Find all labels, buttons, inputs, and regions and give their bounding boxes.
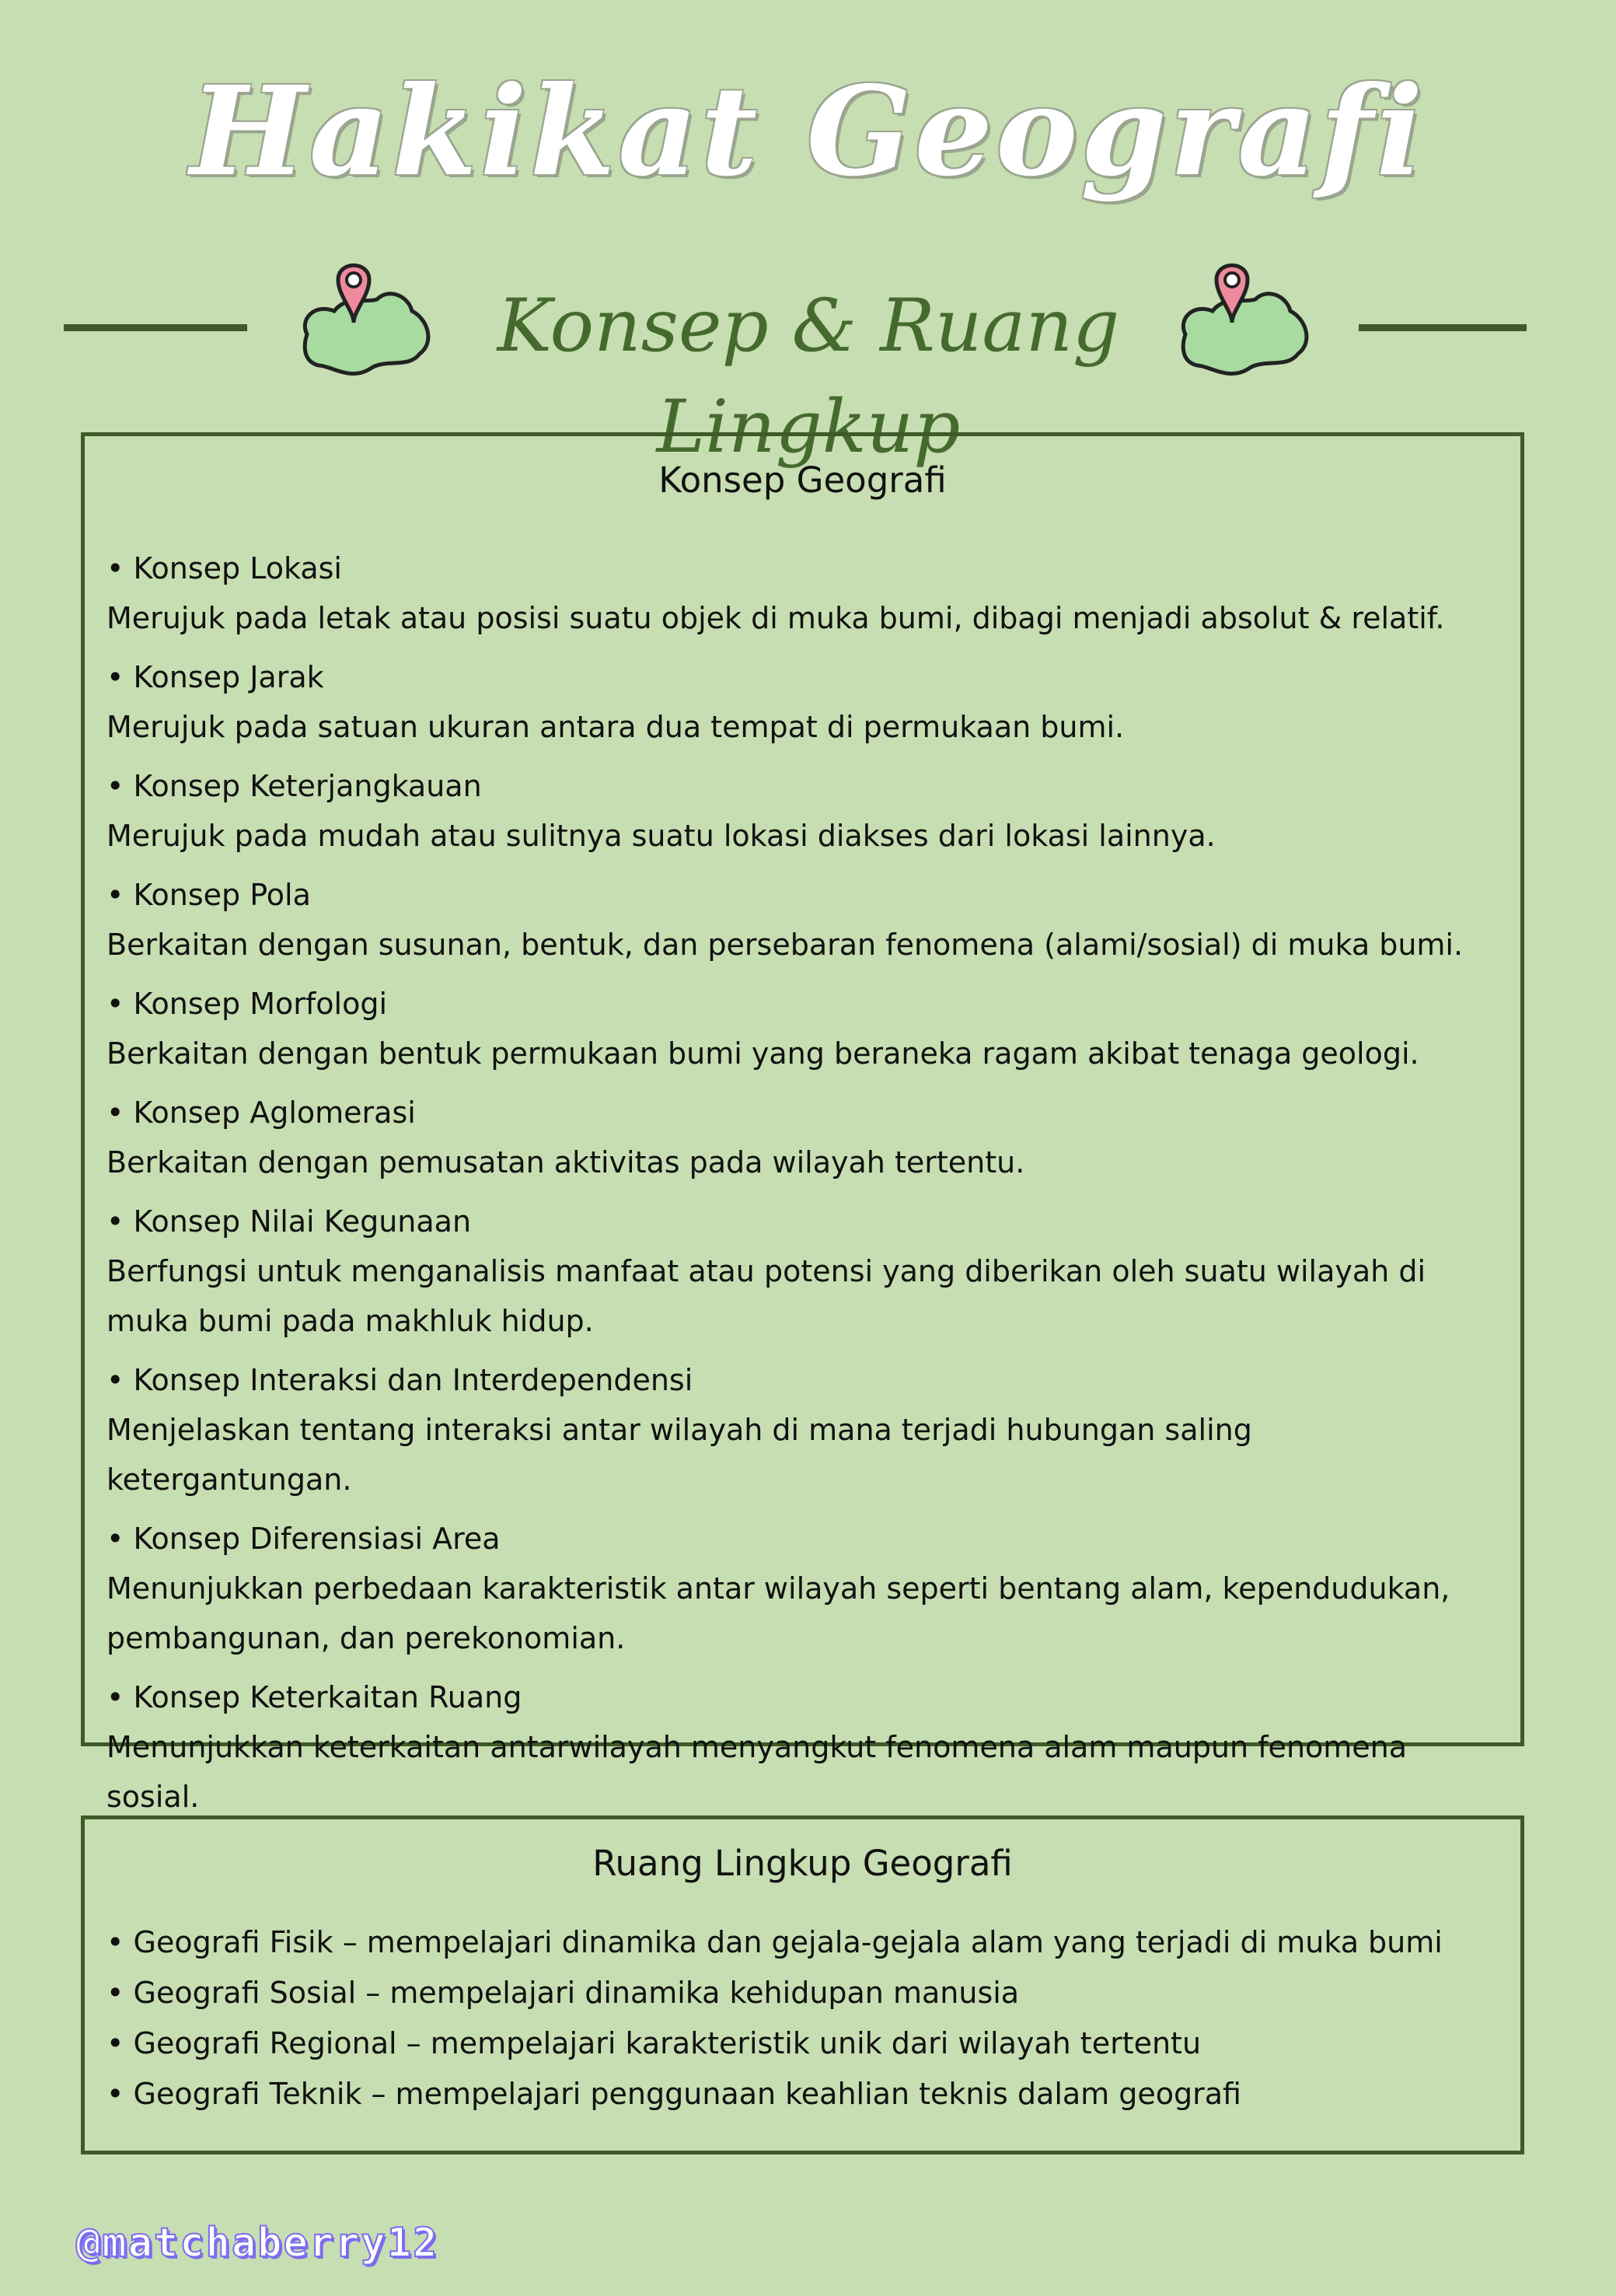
divider-right: [1359, 324, 1527, 331]
concept-title: • Konsep Nilai Kegunaan: [106, 1204, 472, 1239]
concept-title: • Konsep Pola: [106, 878, 311, 912]
concept-title: • Konsep Diferensiasi Area: [106, 1522, 501, 1556]
scope-heading: Ruang Lingkup Geografi: [592, 1843, 1013, 1884]
concept-description: Berkaitan dengan pemusatan aktivitas pada wilayah tertentu.: [106, 1145, 1025, 1179]
concept-item-keterjangkauan: [106, 761, 1505, 861]
scope-box: [81, 1815, 1524, 2154]
concept-description: Menunjukkan keterkaitan antarwilayah menyangkut fenomena alam maupun fenomena sosial.: [106, 1730, 1408, 1814]
map-pin-icon: [291, 257, 439, 389]
concept-item-diferensiasi: [106, 1514, 1505, 1663]
concept-description: Menunjukkan perbedaan karakteristik antar wilayah seperti bentang alam, kependudukan, pembangunan, dan perekonomian.: [106, 1571, 1450, 1655]
concept-title: • Konsep Morfologi: [106, 987, 387, 1021]
page-subtitle: Konsep & Ruang Lingkup: [497, 284, 1120, 470]
scope-item-regional: • Geografi Regional – mempelajari karakteristik unik dari wilayah tertentu: [106, 2026, 1202, 2060]
concept-description: Berkaitan dengan susunan, bentuk, dan persebaran fenomena (alami/sosial) di muka bumi.: [106, 928, 1464, 962]
page-title: Hakikat Geografi: [190, 60, 1426, 204]
concept-description: Menjelaskan tentang interaksi antar wilayah di mana terjadi hubungan saling ketergantungan.: [106, 1413, 1252, 1497]
map-pin-icon: [1170, 257, 1318, 389]
scope-item-fisik: • Geografi Fisik – mempelajari dinamika dan gejala-gejala alam yang terjadi di muka bumi: [106, 1925, 1443, 1959]
concept-title: • Konsep Keterjangkauan: [106, 769, 482, 803]
concept-item-pola: [106, 870, 1505, 970]
concepts-heading: Konsep Geografi: [658, 460, 947, 501]
scope-item-sosial: • Geografi Sosial – mempelajari dinamika kehidupan manusia: [106, 1976, 1020, 2010]
concept-description: Merujuk pada letak atau posisi suatu objek di muka bumi, dibagi menjadi absolut & relatif.: [106, 601, 1445, 635]
concept-item-interaksi: [106, 1355, 1505, 1504]
concept-title: • Konsep Jarak: [106, 660, 324, 694]
scope-item-teknik: • Geografi Teknik – mempelajari penggunaan keahlian teknis dalam geografi: [106, 2077, 1241, 2111]
concepts-list: [106, 543, 1505, 1831]
concept-description: Berkaitan dengan bentuk permukaan bumi yang beraneka ragam akibat tenaga geologi.: [106, 1036, 1419, 1071]
concept-description: Merujuk pada satuan ukuran antara dua tempat di permukaan bumi.: [106, 710, 1125, 744]
concept-title: • Konsep Interaksi dan Interdependensi: [106, 1363, 693, 1397]
divider-left: [64, 324, 247, 331]
concept-description: Merujuk pada mudah atau sulitnya suatu lokasi diakses dari lokasi lainnya.: [106, 819, 1216, 853]
author-handle: @matchaberry12: [76, 2220, 439, 2266]
concept-title: • Konsep Aglomerasi: [106, 1096, 416, 1130]
concept-title: • Konsep Keterkaitan Ruang: [106, 1680, 522, 1714]
concept-title: • Konsep Lokasi: [106, 551, 342, 585]
concept-description: Berfungsi untuk menganalisis manfaat atau potensi yang diberikan oleh suatu wilayah di muka bumi pada makhluk hidup.: [106, 1254, 1426, 1338]
concept-item-jarak: [106, 652, 1505, 752]
concept-item-lokasi: [106, 543, 1505, 643]
concepts-box: [81, 432, 1524, 1814]
concept-item-nilai-kegunaan: [106, 1197, 1505, 1346]
concept-item-morfologi: [106, 979, 1505, 1078]
concept-item-aglomerasi: [106, 1088, 1505, 1187]
scope-list: [106, 1917, 1505, 2120]
concept-item-keterkaitan: [106, 1672, 1505, 1822]
